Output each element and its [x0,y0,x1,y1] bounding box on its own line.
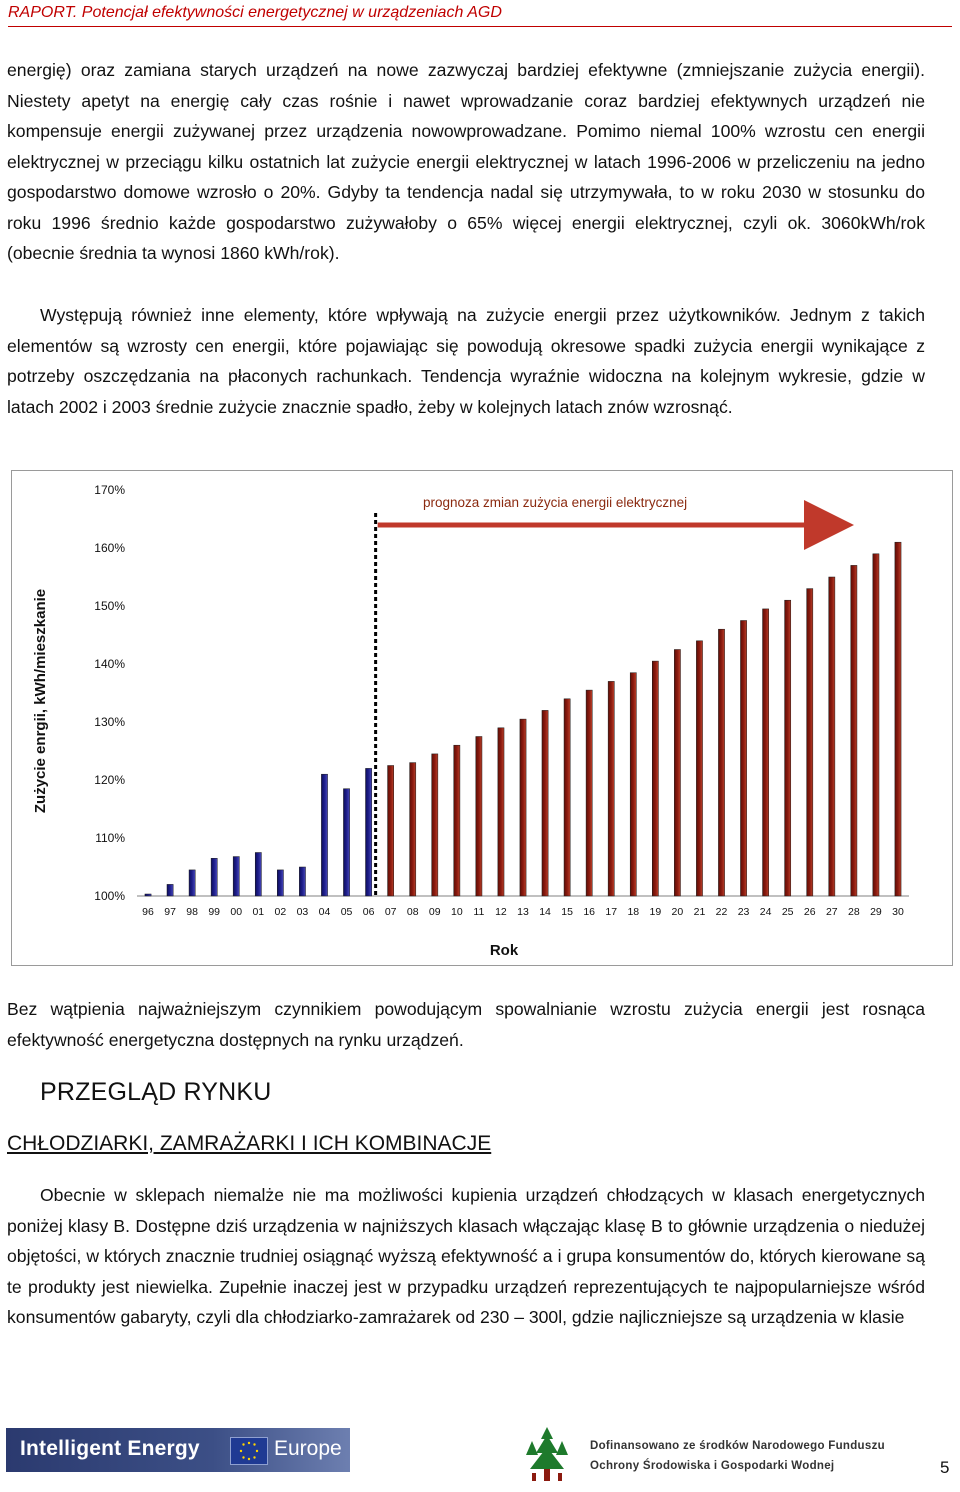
x-tick-label: 26 [803,906,816,918]
section-heading-market-review: PRZEGLĄD RYNKU [40,1078,272,1106]
bar-19 [652,661,658,896]
subsection-heading-fridges: CHŁODZIARKI, ZAMRAŻARKI I ICH KOMBINACJE [7,1132,492,1155]
x-tick-label: 04 [318,906,331,918]
bar-01 [255,853,261,897]
bar-09 [432,754,438,896]
x-tick-label: 19 [649,906,662,918]
y-tick-label: 110% [95,831,125,845]
bar-07 [388,766,394,897]
x-tick-label: 96 [142,906,154,918]
bar-24 [763,609,769,896]
bar-00 [233,857,239,896]
x-tick-label: 17 [605,906,618,918]
bar-05 [343,789,349,896]
x-tick-label: 05 [340,906,353,918]
bar-11 [476,737,482,897]
x-tick-label: 09 [428,906,441,918]
y-axis-title: Zużycie enrgii, kWh/mieszkanie [32,588,49,814]
nfosigw-tree-logo [518,1425,576,1487]
x-tick-label: 25 [781,906,794,918]
paragraph-intro: energię) oraz zamiana starych urządzeń na nowe zazwyczaj bardziej efektywne (zmniejszanie zużycia energii). Niestety apetyt na energię cały czas rośnie i nawet wprowadzanie coraz bardziej efektywnych urządzeń nie kompensuje energii zużywanej przez urządzenia nowowprowadzane. Pomimo niemal 100% wzrostu cen energii elektrycznej w przeciągu kilku ostatnich lat zużycie energii elektrycznej w latach 1996-2006 w przeliczeniu na jedno gospodarstwo domowe wzrosło o 20%. Gdyby ta tendencja nadal się utrzymywała, to w roku 2030 w stosunku do roku 1996 średnio każde gospodarstwo zużywałoby o 65% więcej energii elektrycznej, czyli ok. 3060kWh/rok (obecnie średnia ta wynosi 1860 kWh/rok). [7,60,925,263]
bar-12 [498,728,504,896]
x-tick-label: 06 [362,906,375,918]
logo-text-europe: Europe [274,1437,342,1460]
x-tick-label: 01 [252,906,265,918]
x-tick-label: 27 [825,906,838,918]
bar-25 [785,600,791,896]
bar-17 [608,681,614,896]
x-tick-label: 16 [583,906,596,918]
x-tick-label: 20 [671,906,684,918]
x-tick-label: 98 [186,906,198,918]
x-tick-label: 02 [274,906,287,918]
y-tick-label: 100% [94,889,125,903]
bar-29 [873,554,879,896]
bar-15 [564,699,570,896]
bar-96 [145,894,151,896]
x-tick-label: 12 [495,906,507,918]
x-tick-label: 29 [870,906,882,918]
bar-06 [366,768,372,896]
header-title: RAPORT. Potencjał efektywności energetycznej w urządzeniach AGD [8,4,502,21]
bar-13 [520,719,526,896]
intelligent-energy-logo [6,1428,350,1472]
bar-26 [807,589,813,896]
y-tick-label: 120% [94,773,125,787]
x-tick-label: 24 [759,906,772,918]
bar-10 [454,745,460,896]
eu-flag-icon [230,1437,268,1465]
forecast-annotation: prognoza zmian zużycia energii elektrycznej [423,495,688,510]
x-tick-label: 08 [406,906,419,918]
bar-18 [630,673,636,896]
x-tick-label: 13 [517,906,529,918]
bar-02 [277,870,283,896]
bar-03 [299,867,305,896]
x-tick-label: 15 [561,906,573,918]
y-tick-label: 160% [94,541,125,555]
x-tick-label: 10 [450,906,463,918]
nfosigw-funding-text [590,1436,890,1476]
x-tick-label: 07 [384,906,397,918]
x-tick-label: 14 [539,906,551,918]
bar-22 [718,629,724,896]
x-tick-label: 28 [848,906,860,918]
y-tick-label: 150% [94,599,125,613]
bar-27 [829,577,835,896]
y-tick-label: 170% [94,483,125,497]
bar-98 [189,870,195,896]
x-tick-label: 21 [693,906,706,918]
funding-line-1: Dofinansowano ze środków Narodowego Funduszu [590,1440,885,1452]
paragraph-fridges: Obecnie w sklepach niemalże nie ma możliwości kupienia urządzeń chłodzących w klasach energetycznych poniżej klasy B. Dostępne dziś urządzenia w najniższych klasach włączając klasę B to głównie urządzenia o niedużej objętości, w których znacznie trudniej osiągnąć wyższą efektywność a i grupa konsumentów do, których kierowane są te produkty jest niewielka. Zupełnie inaczej jest w przypadku urządzeń reprezentujących te najpopularniejsze wśród konsumentów gabaryty, czyli dla chłodziarko-zamrażarek od 230 – 300l, gdzie najliczniejsze są urządzenia w klasie [7,1185,925,1327]
x-tick-label: 23 [737,906,750,918]
bar-20 [674,650,680,897]
funding-line-2: Ochrony Środowiska i Gospodarki Wodnej [590,1460,835,1472]
paragraph-efficiency: Bez wątpienia najważniejszym czynnikiem powodującym spowalnianie wzrostu zużycia energii jest rosnąca efektywność energetyczna dostępnych na rynku urządzeń. [7,999,925,1050]
bar-16 [586,690,592,896]
x-tick-label: 30 [892,906,904,918]
x-tick-label: 99 [208,906,221,918]
bar-08 [410,763,416,896]
bar-28 [851,565,857,896]
y-tick-label: 130% [94,715,125,729]
x-tick-label: 18 [627,906,640,918]
paragraph-price-effects: Występują również inne elementy, które wpływają na zużycie energii przez użytkowników. Jednym z takich elementów są wzrosty cen energii, które pojawiając się powodują okresowe spadki zużycia energii wynikające z potrzeby oszczędzania na płaconych rachunkach. Tendencja wyraźnie widoczna na kolejnym wykresie, gdzie w latach 2002 i 2003 średnie zużycie znacznie spadło, żeby w kolejnych latach znów wzrosnąć. [7,305,925,417]
x-axis-title: Rok [489,942,519,959]
y-tick-label: 140% [94,657,125,671]
bar-97 [167,884,173,896]
page-number: 5 [940,1458,950,1477]
x-tick-label: 03 [296,906,309,918]
bar-04 [321,774,327,896]
x-tick-label: 00 [230,906,243,918]
logo-text-intelligent-energy: Intelligent Energy [20,1437,200,1460]
x-tick-label: 97 [164,906,176,918]
bar-21 [696,641,702,896]
bar-99 [211,858,217,896]
x-tick-label: 22 [715,906,728,918]
chart-svg [12,471,952,965]
consumption-forecast-chart [11,470,953,966]
bar-30 [895,542,901,896]
x-tick-label: 11 [473,906,485,918]
page-header [8,2,952,27]
bar-23 [740,621,746,897]
bar-14 [542,710,548,896]
